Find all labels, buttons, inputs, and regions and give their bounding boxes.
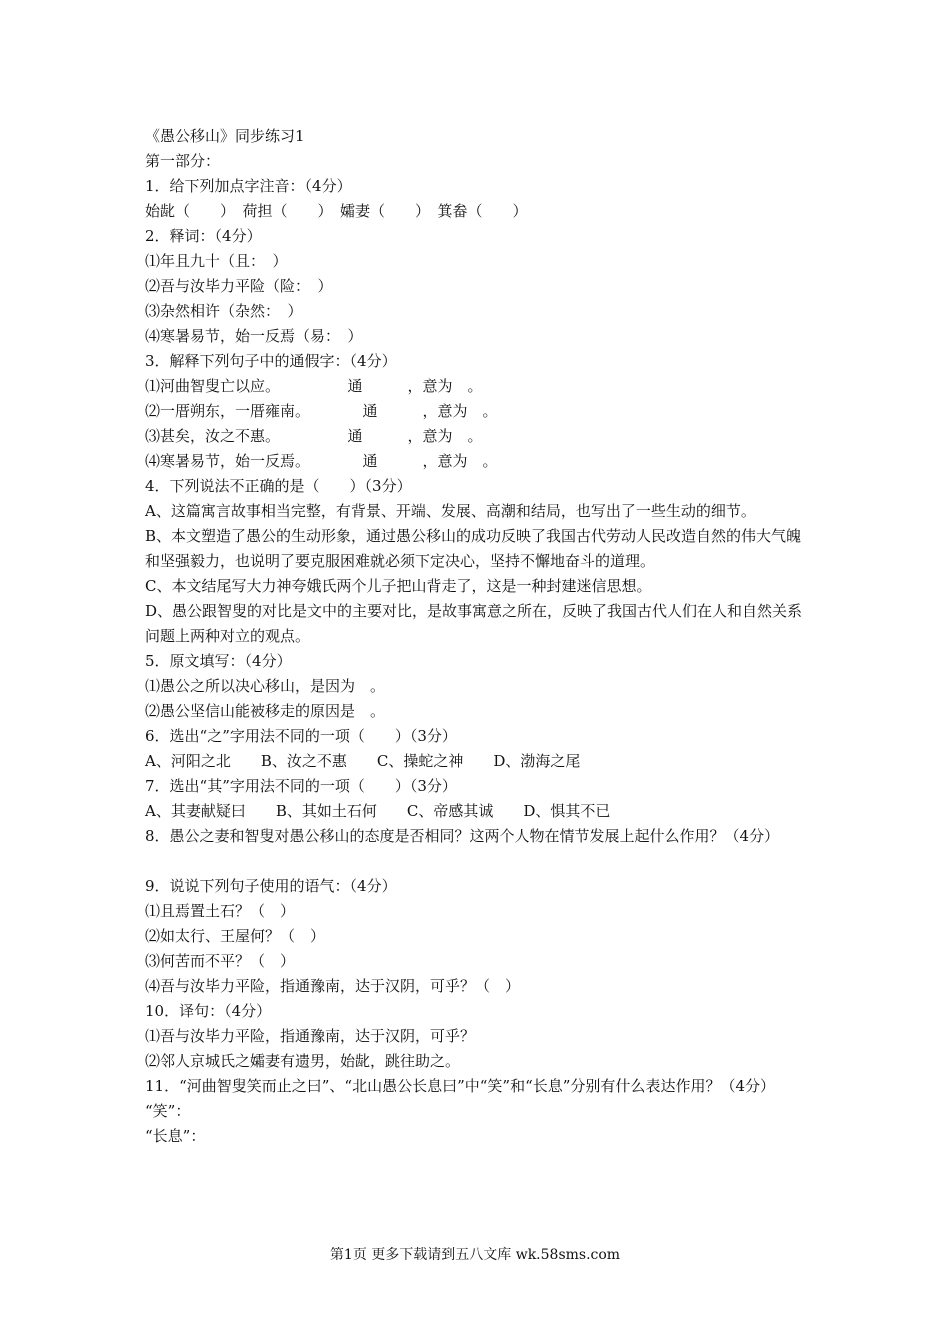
question-4-option-c: C、本文结尾写大力神夸娥氏两个儿子把山背走了，这是一种封建迷信思想。 bbox=[145, 577, 652, 595]
question-2-item: ⑷寒暑易节，始一反焉（易： ） bbox=[145, 327, 363, 345]
question-10-item: ⑵邻人京城氏之孀妻有遗男，始龀，跳往助之。 bbox=[145, 1052, 461, 1070]
question-9-item: ⑷吾与汝毕力平险，指通豫南，达于汉阴，可乎？（ ） bbox=[145, 977, 521, 995]
question-10-stem: 10．译句：（4分） bbox=[145, 1002, 272, 1020]
question-4-stem: 4．下列说法不正确的是（ ）（3分） bbox=[145, 477, 412, 495]
part-heading: 第一部分： bbox=[145, 152, 221, 170]
question-3-item: ⑷寒暑易节，始一反焉。 通 ，意为 。 bbox=[145, 452, 498, 470]
question-11-answer-changxi: “长息”： bbox=[145, 1127, 206, 1145]
question-6-options: A、河阳之北 B、汝之不惠 C、操蛇之神 D、渤海之尾 bbox=[145, 752, 581, 770]
question-2-item: ⑶杂然相许（杂然： ） bbox=[145, 302, 303, 320]
question-5-item: ⑵愚公坚信山能被移走的原因是 。 bbox=[145, 702, 386, 720]
question-4-option-d: D、愚公跟智叟的对比是文中的主要对比，是故事寓意之所在，反映了我国古代人们在人和自然关系问题上两种对立的观点。 bbox=[145, 602, 803, 645]
question-5-stem: 5．原文填写：（4分） bbox=[145, 652, 292, 670]
question-4-option-a: A、这篇寓言故事相当完整，有背景、开端、发展、高潮和结局，也写出了一些生动的细节。 bbox=[145, 502, 756, 520]
question-9-item: ⑶何苦而不平？（ ） bbox=[145, 952, 296, 970]
question-7-stem: 7．选出“其”字用法不同的一项（ ）（3分） bbox=[145, 777, 457, 795]
question-10-item: ⑴吾与汝毕力平险，指通豫南，达于汉阴，可乎？ bbox=[145, 1027, 476, 1045]
question-2-item: ⑵吾与汝毕力平险（险： ） bbox=[145, 277, 333, 295]
question-3-stem: 3．解释下列句子中的通假字：（4分） bbox=[145, 352, 397, 370]
question-11-stem: 11．“河曲智叟笑而止之曰”、“北山愚公长息曰”中“笑”和“长息”分别有什么表达作用？（4分） bbox=[145, 1077, 775, 1095]
question-7-options: A、其妻献疑曰 B、其如土石何 C、帝感其诚 D、惧其不已 bbox=[145, 802, 611, 820]
question-2-stem: 2．释词：（4分） bbox=[145, 227, 262, 245]
document-body bbox=[145, 124, 810, 1149]
question-8-stem: 8．愚公之妻和智叟对愚公移山的态度是否相同？这两个人物在情节发展上起什么作用？（4分） bbox=[145, 827, 780, 845]
question-9-item: ⑴且焉置土石？（ ） bbox=[145, 902, 296, 920]
question-9-stem: 9．说说下列句子使用的语气：（4分） bbox=[145, 877, 397, 895]
question-11-answer-xiao: “笑”： bbox=[145, 1102, 191, 1120]
question-2-item: ⑴年且九十（且： ） bbox=[145, 252, 288, 270]
question-1-stem: 1．给下列加点字注音：（4分） bbox=[145, 177, 352, 195]
question-4-option-b: B、本文塑造了愚公的生动形象，通过愚公移山的成功反映了我国古代劳动人民改造自然的伟大气魄和坚强毅力，也说明了要克服困难就必须下定决心，坚持不懈地奋斗的道理。 bbox=[145, 527, 802, 570]
page-footer: 第1页 更多下载请到五八文库 wk.58sms.com bbox=[329, 1247, 621, 1263]
document-title: 《愚公移山》同步练习1 bbox=[145, 127, 305, 145]
question-6-stem: 6．选出“之”字用法不同的一项（ ）（3分） bbox=[145, 727, 457, 745]
question-9-item: ⑵如太行、王屋何？（ ） bbox=[145, 927, 326, 945]
question-3-item: ⑶甚矣，汝之不惠。 通 ，意为 。 bbox=[145, 427, 483, 445]
question-3-item: ⑴河曲智叟亡以应。 通 ，意为 。 bbox=[145, 377, 483, 395]
question-3-item: ⑵一厝朔东，一厝雍南。 通 ，意为 。 bbox=[145, 402, 498, 420]
question-1-items: 始龀（ ） 荷担（ ） 孀妻（ ） 箕畚（ ） bbox=[145, 202, 528, 220]
answer-space bbox=[145, 849, 810, 874]
question-5-item: ⑴愚公之所以决心移山，是因为 。 bbox=[145, 677, 386, 695]
